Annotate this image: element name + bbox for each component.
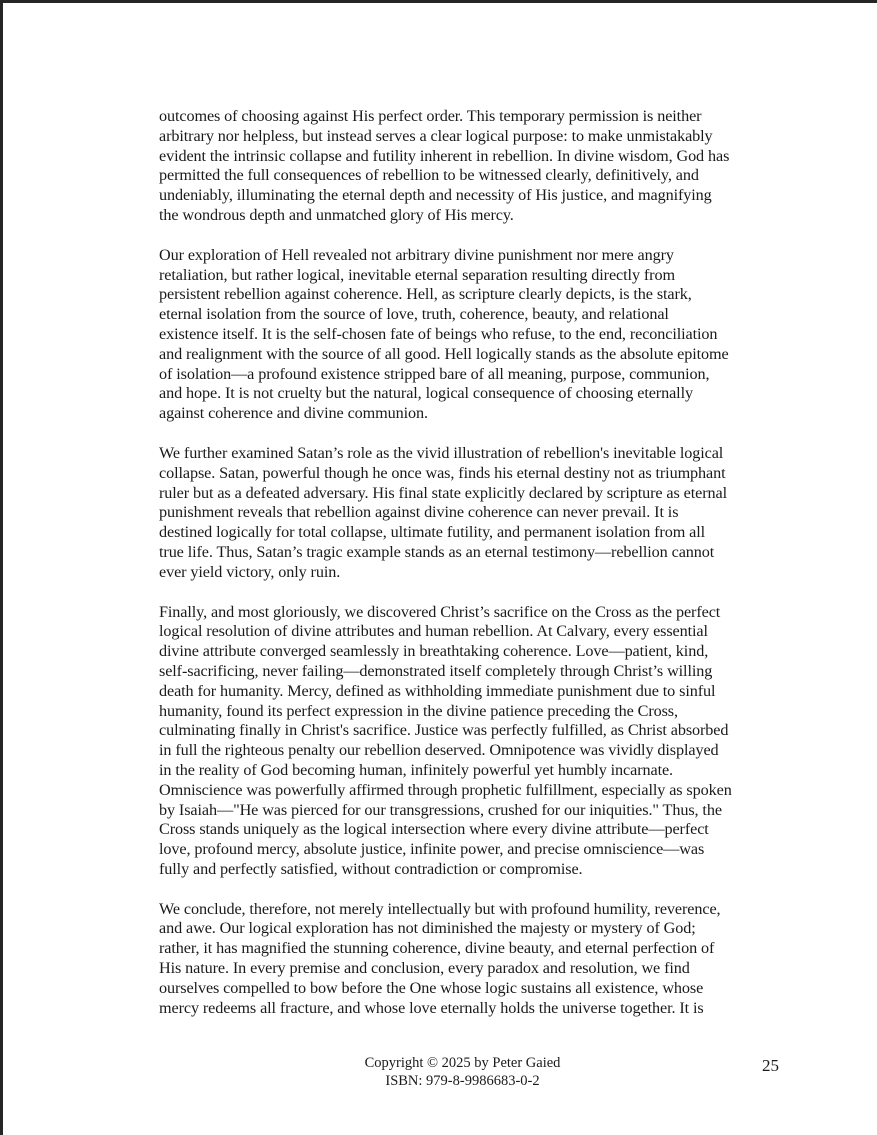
body-paragraph-5: We conclude, therefore, not merely intellectually but with profound humility, reverence, and awe. Our logical exploration has not diminished the majesty or mystery of God; rather, it has magnified the stunning coherence, divine beauty, and eternal perfection of His nature. In every premise and conclusion, every paradox and resolution, we find ourselves compelled to bow before the One whose logic sustains all existence, whose mercy redeems all fracture, and whose love eternally holds the universe together. It is: [159, 899, 721, 1017]
page-border-top: [0, 0, 877, 3]
page-border-left: [0, 0, 3, 1135]
isbn-line: ISBN: 979-8-9986683-0-2: [385, 1073, 540, 1089]
copyright-notice: Copyright © 2025 by Peter Gaied: [364, 1055, 561, 1071]
page-body: [159, 107, 784, 1038]
body-paragraph-2: Our exploration of Hell revealed not arbitrary divine punishment nor mere angry retaliation, but rather logical, inevitable eternal separation resulting directly from persistent rebellion against coherence. Hell, as scripture clearly depicts, is the stark, eternal isolation from the source of love, truth, coherence, beauty, and relational existence itself. It is the self-chosen fate of beings who refuse, to the end, reconciliation and realignment with the source of all good. Hell logically stands as the absolute epitome of isolation—a profound existence stripped bare of all meaning, purpose, communion, and hope. It is not cruelty but the natural, logical consequence of choosing eternally against coherence and divine communion.: [159, 245, 729, 423]
body-paragraph-1: outcomes of choosing against His perfect order. This temporary permission is neither arbitrary nor helpless, but instead serves a clear logical purpose: to make unmistakably evident the intrinsic collapse and futility inherent in rebellion. In divine wisdom, God has permitted the full consequences of rebellion to be witnessed clearly, definitively, and undeniably, illuminating the eternal depth and necessity of His justice, and magnifying the wondrous depth and unmatched glory of His mercy.: [159, 107, 730, 224]
body-paragraph-4: Finally, and most gloriously, we discovered Christ’s sacrifice on the Cross as the perfect logical resolution of divine attributes and human rebellion. At Calvary, every essential divine attribute converged seamlessly in breathtaking coherence. Love—patient, kind, self-sacrificing, never failing—demonstrated itself completely through Christ’s willing death for humanity. Mercy, defined as withholding immediate punishment due to sinful humanity, found its perfect expression in the divine patience preceding the Cross, culminating finally in Christ's sacrifice. Justice was perfectly fulfilled, as Christ absorbed in full the righteous penalty our rebellion deserved. Omnipotence was vividly displayed in the reality of God becoming human, infinitely powerful yet humbly incarnate. Omniscience was powerfully affirmed through prophetic fulfillment, especially as spoken by Isaiah—"He was pierced for our transgressions, crushed for our iniquities." Thus, the Cross stands uniquely as the logical intersection where every divine attribute—perfect love, profound mercy, absolute justice, infinite power, and precise omniscience—was fully and perfectly satisfied, without contradiction or compromise.: [159, 602, 732, 878]
body-paragraph-3: We further examined Satan’s role as the vivid illustration of rebellion's inevitable logical collapse. Satan, powerful though he once was, finds his eternal destiny not as triumphant ruler but as a defeated adversary. His final state explicitly declared by scripture as eternal punishment reveals that rebellion against divine coherence can never prevail. It is destined logically for total collapse, ultimate futility, and permanent isolation from all true life. Thus, Satan’s tragic example stands as an eternal testimony—rebellion cannot ever yield victory, only ruin.: [159, 443, 727, 581]
page-number: 25: [762, 1056, 779, 1075]
